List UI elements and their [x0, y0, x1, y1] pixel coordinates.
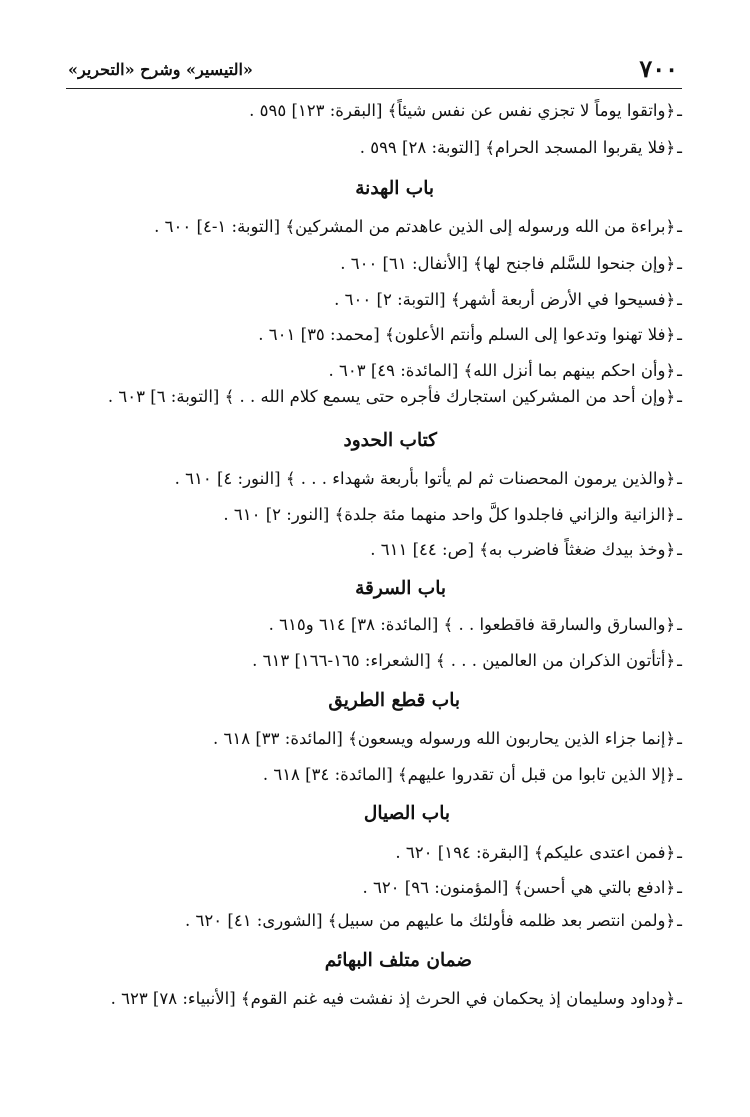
verse-entry: ـ﴿إلا الذين تابوا من قبل أن تقدروا عليهم﴾ [المائدة: ٣٤] ٦١٨ . [262, 765, 682, 784]
verse-entry: ـ﴿فلا يقربوا المسجد الحرام﴾ [التوبة: ٢٨] ٥٩٩ . [359, 138, 682, 157]
section-heading: ضمان متلف البهائم [324, 950, 472, 971]
verse-entry: ـ﴿وإن جنحوا للسَّلم فاجنح لها﴾ [الأنفال: ٦١] ٦٠٠ . [340, 254, 682, 273]
verse-entry: ـ﴿وداود وسليمان إذ يحكمان في الحرث إذ نفشت فيه غنم القوم﴾ [الأنبياء: ٧٨] ٦٢٣ . [110, 989, 682, 1008]
verse-entry: ـ﴿ادفع بالتي هي أحسن﴾ [المؤمنون: ٩٦] ٦٢٠ . [362, 878, 682, 897]
verse-entry: ـ﴿فمن اعتدى عليكم﴾ [البقرة: ١٩٤] ٦٢٠ . [395, 843, 682, 862]
verse-entry: ـ﴿والذين يرمون المحصنات ثم لم يأتوا بأربعة شهداء . . . ﴾ [النور: ٤] ٦١٠ . [174, 469, 682, 488]
verse-entry: ـ﴿فسيحوا في الأرض أربعة أشهر﴾ [التوبة: ٢] ٦٠٠ . [334, 290, 682, 309]
section-heading: كتاب الحدود [343, 430, 437, 451]
verse-entry: ـ﴿براءة من الله ورسوله إلى الذين عاهدتم من المشركين﴾ [التوبة: ١-٤] ٦٠٠ . [154, 217, 682, 236]
verse-entry: ـ﴿واتقوا يوماً لا تجزي نفس عن نفس شيئاً﴾ [البقرة: ١٢٣] ٥٩٥ . [249, 101, 682, 120]
running-title: «التيسير» وشرح «التحرير» [68, 60, 253, 79]
section-heading: باب السرقة [355, 578, 446, 599]
section-heading: باب الصيال [363, 803, 450, 824]
verse-entry: ـ﴿وخذ بيدك ضغثاً فاضرب به﴾ [ص: ٤٤] ٦١١ . [370, 540, 682, 559]
verse-entry: ـ﴿وأن احكم بينهم بما أنزل الله﴾ [المائدة: ٤٩] ٦٠٣ . [328, 361, 682, 380]
page-number: ٧٠٠ [639, 54, 678, 83]
verse-entry: ـ﴿أتأتون الذكران من العالمين . . . ﴾ [الشعراء: ١٦٥-١٦٦] ٦١٣ . [252, 651, 682, 670]
section-heading: باب الهدنة [355, 178, 434, 199]
page-header [66, 50, 682, 89]
section-heading: باب قطع الطريق [328, 690, 460, 711]
verse-entry: ـ﴿وإن أحد من المشركين استجارك فأجره حتى يسمع كلام الله . . ﴾ [التوبة: ٦] ٦٠٣ . [107, 387, 682, 406]
verse-entry: ـ﴿إنما جزاء الذين يحاربون الله ورسوله ويسعون﴾ [المائدة: ٣٣] ٦١٨ . [213, 729, 682, 748]
verse-entry: ـ﴿ولمن انتصر بعد ظلمه فأولئك ما عليهم من سبيل﴾ [الشورى: ٤١] ٦٢٠ . [185, 911, 682, 930]
verse-entry: ـ﴿والسارق والسارقة فاقطعوا . . ﴾ [المائدة: ٣٨] ٦١٤ و٦١٥ . [268, 615, 682, 634]
verse-entry: ـ﴿الزانية والزاني فاجلدوا كلَّ واحد منهما مئة جلدة﴾ [النور: ٢] ٦١٠ . [223, 505, 682, 524]
verse-entry: ـ﴿فلا تهنوا وتدعوا إلى السلم وأنتم الأعلون﴾ [محمد: ٣٥] ٦٠١ . [258, 325, 682, 344]
